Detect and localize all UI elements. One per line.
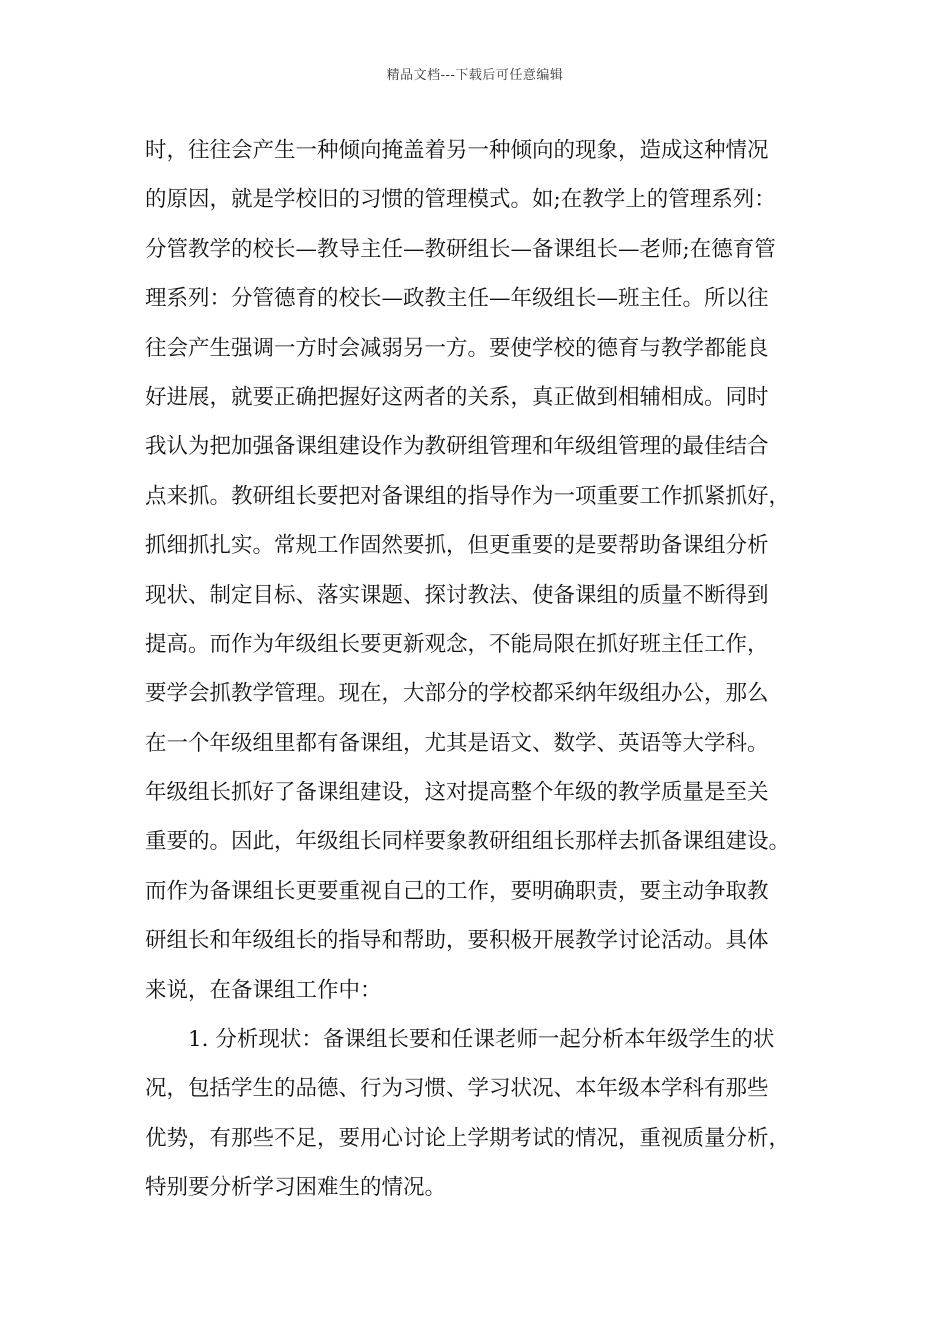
list-item-heading-line: 1. 分析现状：备课组长要和任课老师一起分析本年级学生的状 bbox=[188, 1027, 775, 1053]
document-body bbox=[145, 133, 825, 1220]
text-line: 理系列：分管德育的校长—政教主任—年级组长—班主任。所以往 bbox=[145, 286, 769, 312]
text-line: 现状、制定目标、落实课题、探讨教法、使备课组的质量不断得到 bbox=[145, 582, 769, 608]
text-line: 年级组长抓好了备课组建设，这对提高整个年级的教学质量是至关 bbox=[145, 780, 769, 806]
text-line: 特别要分析学习困难生的情况。 bbox=[145, 1175, 447, 1201]
text-line: 优势，有那些不足，要用心讨论上学期考试的情况，重视质量分析， bbox=[145, 1125, 791, 1151]
text-line: 我认为把加强备课组建设作为教研组管理和年级组管理的最佳结合 bbox=[145, 434, 769, 460]
text-line: 点来抓。教研组长要把对备课组的指导作为一项重要工作抓紧抓好， bbox=[145, 483, 791, 509]
text-line: 研组长和年级组长的指导和帮助，要积极开展教学讨论活动。具体 bbox=[145, 928, 769, 954]
text-line: 来说，在备课组工作中： bbox=[145, 977, 382, 1003]
page-header: 精品文档---下载后可任意编辑 bbox=[386, 68, 564, 83]
text-line: 分管教学的校长—教导主任—教研组长—备课组长—老师;在德育管 bbox=[145, 236, 776, 262]
text-line: 好进展，就要正确把握好这两者的关系，真正做到相辅相成。同时 bbox=[145, 384, 769, 410]
text-line: 而作为备课组长更要重视自己的工作，要明确职责，要主动争取教 bbox=[145, 878, 769, 904]
text-line: 的原因，就是学校旧的习惯的管理模式。如;在教学上的管理系列： bbox=[145, 187, 776, 213]
text-line: 在一个年级组里都有备课组，尤其是语文、数学、英语等大学科。 bbox=[145, 730, 769, 756]
text-line: 往会产生强调一方时会减弱另一方。要使学校的德育与教学都能良 bbox=[145, 335, 769, 361]
text-line: 要学会抓教学管理。现在，大部分的学校都采纳年级组办公，那么 bbox=[145, 681, 769, 707]
text-line: 时，往往会产生一种倾向掩盖着另一种倾向的现象，造成这种情况 bbox=[145, 138, 769, 163]
text-line: 重要的。因此，年级组长同样要象教研组组长那样去抓备课组建设。 bbox=[145, 829, 791, 855]
text-line: 况，包括学生的品德、行为习惯、学习状况、本年级本学科有那些 bbox=[145, 1076, 769, 1102]
text-line: 抓细抓扎实。常规工作固然要抓，但更重要的是要帮助备课组分析 bbox=[145, 533, 769, 559]
text-line: 提高。而作为年级组长要更新观念，不能局限在抓好班主任工作， bbox=[145, 631, 769, 657]
